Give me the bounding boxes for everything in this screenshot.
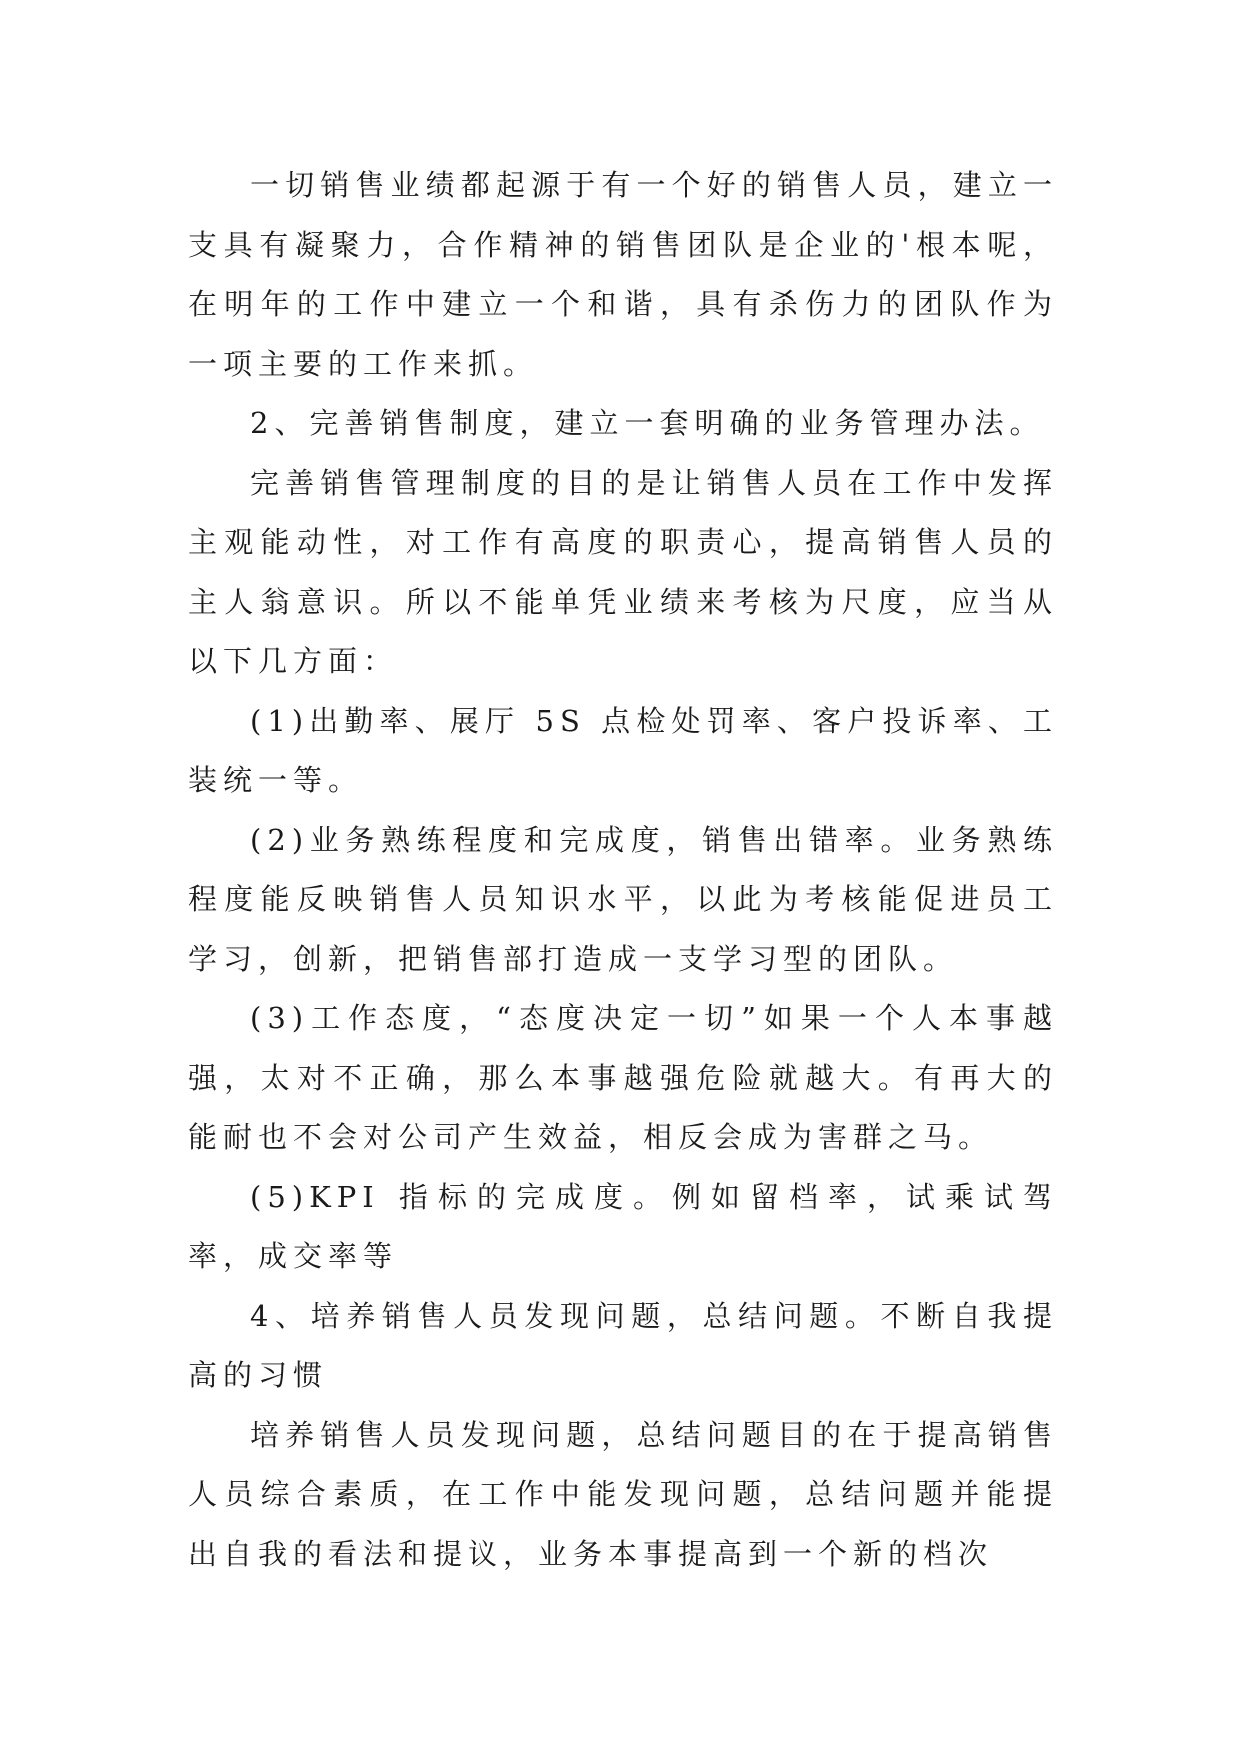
list-item-attitude: (3)工作态度，“态度决定一切”如果一个人本事越强，太对不正确，那么本事越强危险就越大。有再大的能耐也不会对公司产生效益，相反会成为害群之马。 [188, 1001, 1058, 1154]
heading-self-improvement: 4、培养销售人员发现问题，总结问题。不断自我提高的习惯 [188, 1298, 1058, 1392]
paragraph-team-building: 一切销售业绩都起源于有一个好的销售人员，建立一支具有凝聚力，合作精神的销售团队是企业的'根本呢，在明年的工作中建立一个和谐，具有杀伤力的团队作为一项主要的工作来抓。 [188, 168, 1058, 381]
heading-sales-system: 2、完善销售制度，建立一套明确的业务管理办法。 [250, 406, 1045, 440]
paragraph-self-improvement: 培养销售人员发现问题，总结问题目的在于提高销售人员综合素质，在工作中能发现问题，总结问题并能提出自我的看法和提议，业务本事提高到一个新的档次 [188, 1417, 1058, 1571]
paragraph-management-system: 完善销售管理制度的目的是让销售人员在工作中发挥主观能动性，对工作有高度的职责心，提高销售人员的主人翁意识。所以不能单凭业绩来考核为尺度，应当从以下几方面： [188, 465, 1058, 678]
list-item-attendance: (1)出勤率、展厅 5S 点检处罚率、客户投诉率、工装统一等。 [188, 703, 1058, 797]
list-item-kpi: (5)KPI 指标的完成度。例如留档率，试乘试驾率，成交率等 [188, 1179, 1058, 1273]
list-item-proficiency: (2)业务熟练程度和完成度，销售出错率。业务熟练程度能反映销售人员知识水平，以此为考核能促进员工学习，创新，把销售部打造成一支学习型的团队。 [188, 822, 1058, 976]
document-body [188, 156, 1058, 1584]
